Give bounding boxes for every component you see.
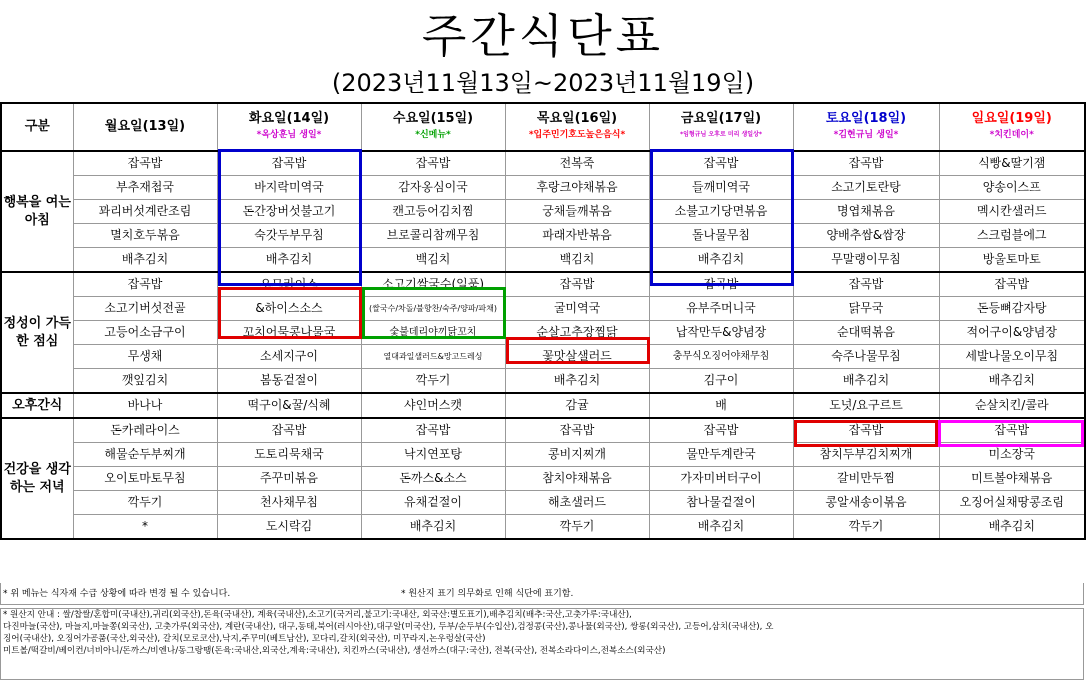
menu-cell: 배추김치 <box>361 515 505 540</box>
day-header-fri: 금요일(17일) *임형규님 오후로 미리 생일상* <box>649 103 793 151</box>
menu-cell: 고등어소금구이 <box>73 321 217 345</box>
lunch-row <box>1 345 1085 369</box>
menu-cell: 캔고등어김치찜 <box>361 200 505 224</box>
menu-cell: 무생채 <box>73 345 217 369</box>
menu-cell: 세발나물오이무침 <box>939 345 1085 369</box>
menu-cell: 배 <box>649 393 793 418</box>
menu-cell: 닭무국 <box>793 297 939 321</box>
menu-cell: 소불고기당면볶음 <box>649 200 793 224</box>
menu-cell: 꽈리버섯계란조림 <box>73 200 217 224</box>
menu-cell: 무말랭이무침 <box>793 248 939 273</box>
menu-cell: 충무식오징어야채무침 <box>649 345 793 369</box>
menu-cell: 잡곡밥 <box>649 272 793 297</box>
menu-cell: 방울토마토 <box>939 248 1085 273</box>
menu-cell: 잡곡밥 <box>649 151 793 176</box>
page-title: 주간식단표 <box>421 9 665 63</box>
lunch-row <box>1 369 1085 394</box>
menu-cell: 바나나 <box>73 393 217 418</box>
menu-cell: 깻잎김치 <box>73 369 217 394</box>
menu-cell: 배추김치 <box>73 248 217 273</box>
menu-cell: 잡곡밥 <box>793 418 939 443</box>
menu-cell: 돈등뼈감자탕 <box>939 297 1085 321</box>
breakfast-row <box>1 248 1085 273</box>
menu-cell: 후랑크야채볶음 <box>505 176 649 200</box>
menu-cell: 깍두기 <box>361 369 505 394</box>
menu-cell: 잡곡밥 <box>217 151 361 176</box>
menu-cell: 참치야채볶음 <box>505 467 649 491</box>
menu-cell: 전복죽 <box>505 151 649 176</box>
menu-cell: 브로콜리참깨무침 <box>361 224 505 248</box>
menu-cell: 명엽채볶음 <box>793 200 939 224</box>
menu-cell: 도토리묵채국 <box>217 443 361 467</box>
menu-cell: 가자미버터구이 <box>649 467 793 491</box>
day-header-wed: 수요일(15일) *신메뉴* <box>361 103 505 151</box>
menu-cell: 파래자반볶음 <box>505 224 649 248</box>
menu-cell: 깍두기 <box>505 515 649 540</box>
menu-cell: 콩알새송이볶음 <box>793 491 939 515</box>
menu-cell: 백김치 <box>361 248 505 273</box>
dinner-row <box>1 491 1085 515</box>
dinner-row <box>1 515 1085 540</box>
menu-cell: 잡곡밥 <box>793 151 939 176</box>
menu-cell: 돌나물무침 <box>649 224 793 248</box>
header-row <box>1 103 1085 151</box>
origin-line: 징어(국내산), 오징어가공품(국산,외국산), 갈치(모로코산),낙지,주꾸미(베트남산), 꼬다리,갈치(외국산), 미꾸라지,논우렁살(국산) <box>3 634 486 644</box>
menu-cell: 굴미역국 <box>505 297 649 321</box>
day-header-sat: 토요일(18일) *김현규님 생일* <box>793 103 939 151</box>
menu-cell: 오이토마토무침 <box>73 467 217 491</box>
menu-cell: 잡곡밥 <box>649 418 793 443</box>
origin-details <box>0 608 1084 680</box>
menu-cell: 유채겉절이 <box>361 491 505 515</box>
menu-cell: 깍두기 <box>73 491 217 515</box>
menu-cell: 배추김치 <box>939 515 1085 540</box>
menu-cell: 배추김치 <box>649 515 793 540</box>
dinner-row <box>1 418 1085 443</box>
menu-cell: &하이스소스 <box>217 297 361 321</box>
lunch-row <box>1 272 1085 297</box>
menu-cell: 멸치호두볶음 <box>73 224 217 248</box>
menu-cell: 돈카레라이스 <box>73 418 217 443</box>
menu-cell: 잡곡밥 <box>505 418 649 443</box>
menu-cell: 떡구이&꿀/식혜 <box>217 393 361 418</box>
menu-cell: 스크럼블에그 <box>939 224 1085 248</box>
menu-cell: 김구이 <box>649 369 793 394</box>
lunch-row <box>1 297 1085 321</box>
menu-cell: 잡곡밥 <box>505 272 649 297</box>
menu-cell: 도시락김 <box>217 515 361 540</box>
menu-cell: 갈비만두찜 <box>793 467 939 491</box>
menu-cell: 돈까스&소스 <box>361 467 505 491</box>
menu-cell: 순대떡볶음 <box>793 321 939 345</box>
menu-cell: 해물순두부찌개 <box>73 443 217 467</box>
menu-cell: 돈간장버섯불고기 <box>217 200 361 224</box>
dinner-row <box>1 443 1085 467</box>
menu-cell: 납작만두&양념장 <box>649 321 793 345</box>
menu-cell: 바지락미역국 <box>217 176 361 200</box>
menu-cell: 꽃맛살샐러드 <box>505 345 649 369</box>
menu-cell: 참나물겉절이 <box>649 491 793 515</box>
lunch-row <box>1 321 1085 345</box>
breakfast-row <box>1 200 1085 224</box>
menu-cell: 소고기쌀국수(일품) <box>361 272 505 297</box>
date-range: (2023년11월13일~2023년11월19일) <box>331 69 755 97</box>
breakfast-label: 행복을 여는 아침 <box>1 151 73 272</box>
menu-cell: 들깨미역국 <box>649 176 793 200</box>
origin-line: 미트볼/떡갈비/베이컨/너비아니/돈까스/비엔나/동그랑땡(돈육:국내산,외국산,계육:국내산), 치킨까스(국내산), 생선까스(대구:국산), 전복(국산), 전복소라다이스,전복소스(외국산) <box>3 646 666 656</box>
menu-cell: 잡곡밥 <box>217 418 361 443</box>
menu-cell: 잡곡밥 <box>361 418 505 443</box>
menu-cell: 소고기버섯전골 <box>73 297 217 321</box>
day-header-sun: 일요일(19일) *치킨데이* <box>939 103 1085 151</box>
lunch-label: 정성이 가득한 점심 <box>1 272 73 393</box>
menu-cell: 소세지구이 <box>217 345 361 369</box>
notice-row <box>0 583 1084 605</box>
breakfast-row <box>1 151 1085 176</box>
menu-cell: 도넛/요구르트 <box>793 393 939 418</box>
menu-cell: 물만두계란국 <box>649 443 793 467</box>
menu-cell: 천사채무침 <box>217 491 361 515</box>
menu-cell: 오징어실채땅콩조림 <box>939 491 1085 515</box>
menu-cell: * <box>73 515 217 540</box>
menu-cell: 미소장국 <box>939 443 1085 467</box>
dinner-row <box>1 467 1085 491</box>
menu-cell: 배추김치 <box>217 248 361 273</box>
menu-cell: 멕시칸샐러드 <box>939 200 1085 224</box>
menu-cell: 잡곡밥 <box>73 151 217 176</box>
menu-cell: 숙주나물무침 <box>793 345 939 369</box>
menu-cell: 배추김치 <box>649 248 793 273</box>
menu-cell: 소고기토란탕 <box>793 176 939 200</box>
menu-cell: 꼬치어묵콩나물국 <box>217 321 361 345</box>
menu-cell: 양송이스프 <box>939 176 1085 200</box>
menu-cell: 잡곡밥 <box>939 272 1085 297</box>
day-header-tue: 화요일(14일) *옥상훈님 생일* <box>217 103 361 151</box>
breakfast-row <box>1 224 1085 248</box>
day-header-thu: 목요일(16일) *입주민기호도높은음식* <box>505 103 649 151</box>
menu-cell: 낙지연포탕 <box>361 443 505 467</box>
menu-cell: 샤인머스캣 <box>361 393 505 418</box>
menu-cell: 숙갓두부무침 <box>217 224 361 248</box>
menu-cell: (쌀국수/차돌/불향찬/숙주/양파/파채) <box>361 297 505 321</box>
menu-cell: 유부주머니국 <box>649 297 793 321</box>
menu-cell: 궁채들깨볶음 <box>505 200 649 224</box>
menu-cell: 감귤 <box>505 393 649 418</box>
menu-cell: 양배추쌈&쌈장 <box>793 224 939 248</box>
weekly-menu-table <box>0 102 1086 540</box>
breakfast-row <box>1 176 1085 200</box>
origin-notice: * 원산지 표기 의무화로 인해 식단에 표기함. <box>401 589 574 599</box>
menu-cell: 식빵&딸기잼 <box>939 151 1085 176</box>
menu-cell: 배추김치 <box>505 369 649 394</box>
menu-cell: 주꾸미볶음 <box>217 467 361 491</box>
origin-line: 다진마늘(국산), 마늘지,마늘쫑(외국산), 고춧가루(외국산), 계란(국내산), 대구,동태,북어(러시아산),대구알(미국산), 두부/순두부(수입산),검정콩(국산),콩나물(외국산), 쌍롱(외국산), 고등어,삼치(국내산), 오 <box>3 622 774 632</box>
dinner-label: 건강을 생각하는 저녁 <box>1 418 73 539</box>
menu-cell: 배추김치 <box>793 369 939 394</box>
menu-cell: 백김치 <box>505 248 649 273</box>
menu-cell: 콩비지찌개 <box>505 443 649 467</box>
menu-cell: 잡곡밥 <box>939 418 1085 443</box>
snack-row <box>1 393 1085 418</box>
menu-cell: 해초샐러드 <box>505 491 649 515</box>
menu-cell: 미트볼야채볶음 <box>939 467 1085 491</box>
day-header-mon: 월요일(13일) <box>73 103 217 151</box>
menu-cell: 참치두부김치찌개 <box>793 443 939 467</box>
menu-cell: 잡곡밥 <box>73 272 217 297</box>
menu-cell: 부추재첩국 <box>73 176 217 200</box>
menu-cell: 잡곡밥 <box>361 151 505 176</box>
menu-cell: 순살고추장찜닭 <box>505 321 649 345</box>
menu-cell: 오므라이스 <box>217 272 361 297</box>
menu-cell: 순살치킨/콜라 <box>939 393 1085 418</box>
origin-line: * 원산지 안내 : 쌀/찹쌀/혼합미(국내산),귀리(외국산),돈육(국내산), 계육(국내산),소고기(국거리,불고기:국내산, 외국산:별도표기),배추김치(배추:국산,고춧가루:국내산), <box>3 610 632 620</box>
menu-cell: 숯불데리야끼닭꼬치 <box>361 321 505 345</box>
menu-cell: 깍두기 <box>793 515 939 540</box>
menu-cell: 감자옹심이국 <box>361 176 505 200</box>
category-header: 구분 <box>1 103 73 151</box>
snack-label: 오후간식 <box>1 393 73 418</box>
menu-cell: 적어구이&양념장 <box>939 321 1085 345</box>
change-notice: * 위 메뉴는 식자재 수급 상황에 따라 변경 될 수 있습니다. <box>3 589 231 599</box>
menu-cell: 배추김치 <box>939 369 1085 394</box>
menu-cell: 봄동겉절이 <box>217 369 361 394</box>
menu-cell: 열대과일샐러드&망고드레싱 <box>361 345 505 369</box>
menu-cell: 잡곡밥 <box>793 272 939 297</box>
